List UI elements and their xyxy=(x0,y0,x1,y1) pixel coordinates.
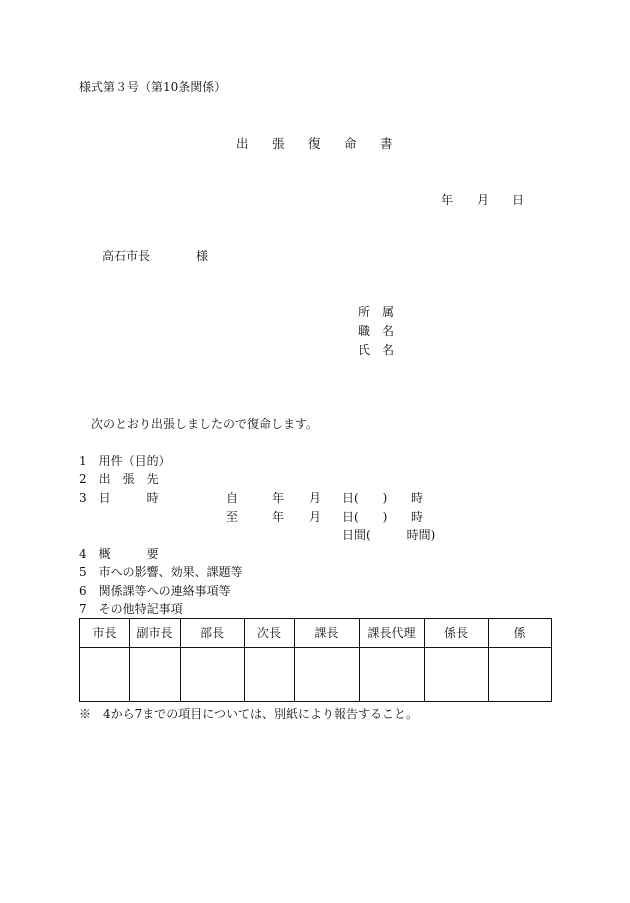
approval-stamp-table xyxy=(79,618,552,702)
title-char: 復 xyxy=(308,136,321,151)
item-other: 7 その他特記事項 xyxy=(79,602,183,616)
header-deputy-mayor: 副市長 xyxy=(136,626,173,640)
intro-text: 次のとおり出張しましたので復命します。 xyxy=(91,417,319,431)
date-day: 日 xyxy=(512,193,525,207)
item-datetime-label: 3 日 時 xyxy=(79,491,159,505)
date-year: 年 xyxy=(441,193,454,207)
header-subsection-chief: 係長 xyxy=(443,626,468,640)
title-char: 張 xyxy=(272,136,285,151)
from-day: 日( ) xyxy=(342,491,388,505)
to-marker: 至 xyxy=(226,510,239,524)
header-mayor: 市長 xyxy=(92,626,117,640)
date-month: 月 xyxy=(477,193,490,207)
reporter-position: 職 名 xyxy=(358,324,395,338)
addressee-honorific: 様 xyxy=(196,249,209,263)
to-month: 月 xyxy=(309,510,322,524)
from-year: 年 xyxy=(272,491,285,505)
from-hour: 時 xyxy=(411,491,424,505)
form-number: 様式第３号（第10条関係） xyxy=(79,80,227,94)
to-year: 年 xyxy=(272,510,285,524)
footnote: ※ 4から7までの項目については、別紙により報告すること。 xyxy=(79,707,419,721)
header-acting-section-chief: 課長代理 xyxy=(367,626,416,640)
header-staff: 係 xyxy=(513,626,526,640)
header-director: 部長 xyxy=(199,626,224,640)
item-impact: 5 市への影響、効果、課題等 xyxy=(79,565,243,579)
addressee-name: 高石市長 xyxy=(102,249,151,263)
document-title xyxy=(236,137,416,151)
reporter-affiliation: 所 属 xyxy=(358,305,395,319)
header-section-chief: 課長 xyxy=(314,626,339,640)
item-liaison: 6 関係課等への連絡事項等 xyxy=(79,584,231,598)
title-char: 命 xyxy=(344,136,357,151)
item-destination: 2 出 張 先 xyxy=(79,472,159,486)
item-purpose: 1 用件（目的） xyxy=(79,454,171,468)
title-char: 書 xyxy=(380,136,393,151)
header-deputy-director: 次長 xyxy=(256,626,281,640)
from-month: 月 xyxy=(309,491,322,505)
to-day: 日( ) xyxy=(342,510,388,524)
from-marker: 自 xyxy=(226,491,239,505)
to-hour: 時 xyxy=(411,510,424,524)
reporter-name: 氏 名 xyxy=(358,343,395,357)
item-summary: 4 概 要 xyxy=(79,547,159,561)
title-char: 出 xyxy=(236,136,249,151)
duration: 日間( 時間) xyxy=(342,528,436,542)
